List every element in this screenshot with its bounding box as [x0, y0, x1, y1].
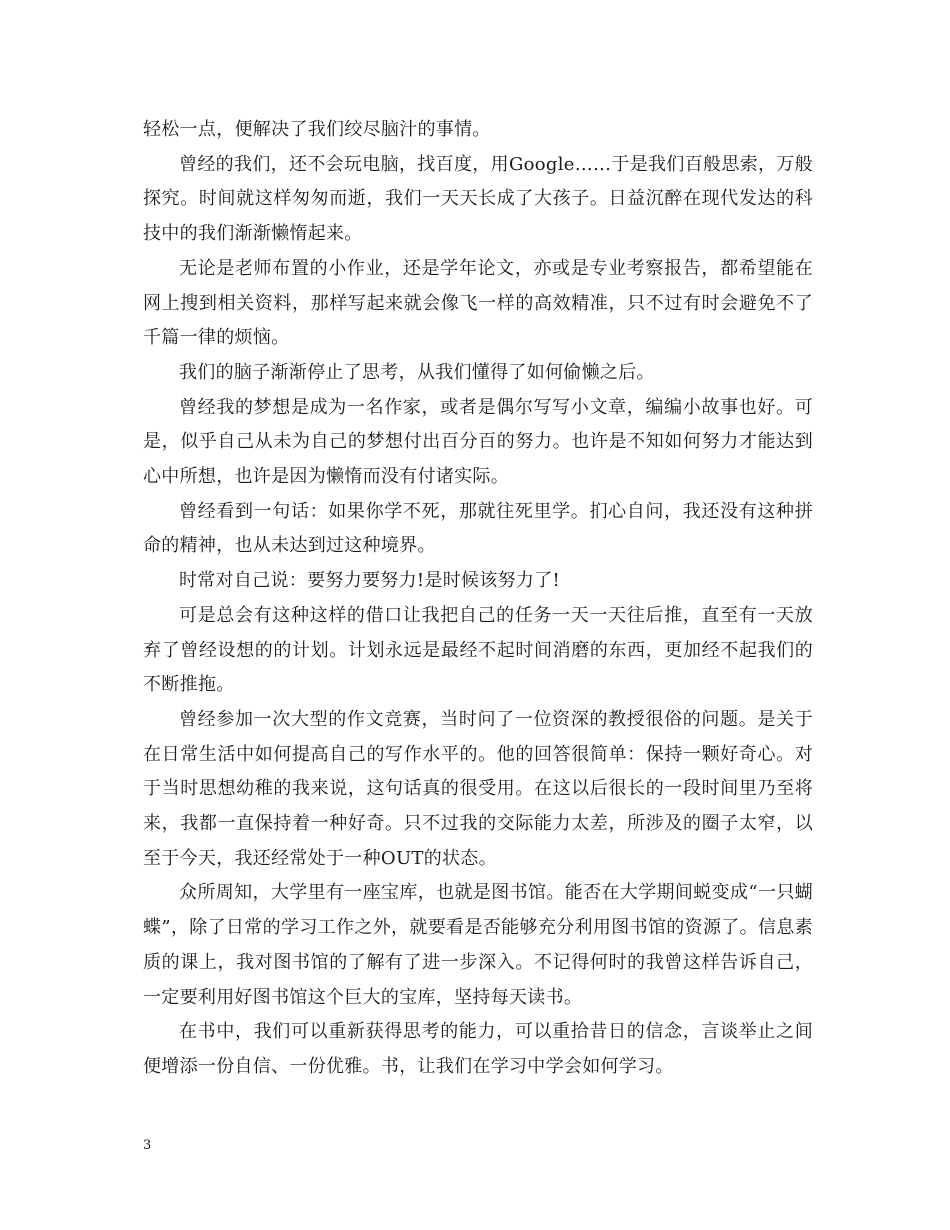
paragraph-3: 无论是老师布置的小作业，还是学年论文，亦或是专业考察报告，都希望能在网上搜到相关资料，那样写起来就会像飞一样的高效精准，只不过有时会避免不了千篇一律的烦恼。: [143, 257, 813, 349]
paragraph-6: 曾经看到一句话：如果你学不死，那就往死里学。扪心自问，我还没有这种拼命的精神，也从未达到过这种境界。: [143, 500, 813, 557]
paragraph-11: 在书中，我们可以重新获得思考的能力，可以重拾昔日的信念，言谈举止之间便增添一份自信、一份优雅。书，让我们在学习中学会如何学习。: [143, 1021, 813, 1077]
paragraph-4: 我们的脑子渐渐停止了思考，从我们懂得了如何偷懒之后。: [179, 361, 655, 383]
paragraph-5: 曾经我的梦想是成为一名作家，或者是偶尔写写小文章，编编小故事也好。可是，似乎自己从未为自己的梦想付出百分百的努力。也许是不知如何努力才能达到心中所想，也许是因为懒惰而没有付诸实际。: [143, 396, 813, 488]
paragraph-8: 可是总会有这种这样的借口让我把自己的任务一天一天往后推，直至有一天放弃了曾经设想的的计划。计划永远是最经不起时间消磨的东西，更加经不起我们的不断推拖。: [143, 604, 813, 696]
paragraph-7: 时常对自己说：要努力要努力!是时候该努力了!: [179, 570, 561, 592]
document-body: [143, 113, 813, 1085]
page-number: 3: [143, 1138, 152, 1153]
paragraph-10: 众所周知，大学里有一座宝库，也就是图书馆。能否在大学期间蜕变成“一只蝴蝶”，除了日常的学习工作之外，就要看是否能够充分利用图书馆的资源了。信息素质的课上，我对图书馆的了解有了进一步深入。不记得何时的我曾这样告诉自己，一定要利用好图书馆这个巨大的宝库，坚持每天读书。: [143, 882, 813, 1008]
paragraph-2: 曾经的我们，还不会玩电脑，找百度，用Google……于是我们百般思索，万般探究。时间就这样匆匆而逝，我们一天天长成了大孩子。日益沉醉在现代发达的科技中的我们渐渐懒惰起来。: [143, 153, 813, 245]
paragraph-1: 轻松一点，便解决了我们绞尽脑汁的事情。: [143, 119, 491, 140]
paragraph-9: 曾经参加一次大型的作文竞赛，当时问了一位资深的教授很俗的问题。是关于在日常生活中如何提高自己的写作水平的。他的回答很简单：保持一颗好奇心。对于当时思想幼稚的我来说，这句话真的很受用。在这以后很长的一段时间里乃至将来，我都一直保持着一种好奇。只不过我的交际能力太差，所涉及的圈子太窄，以至于今天，我还经常处于一种OUT的状态。: [143, 708, 813, 869]
